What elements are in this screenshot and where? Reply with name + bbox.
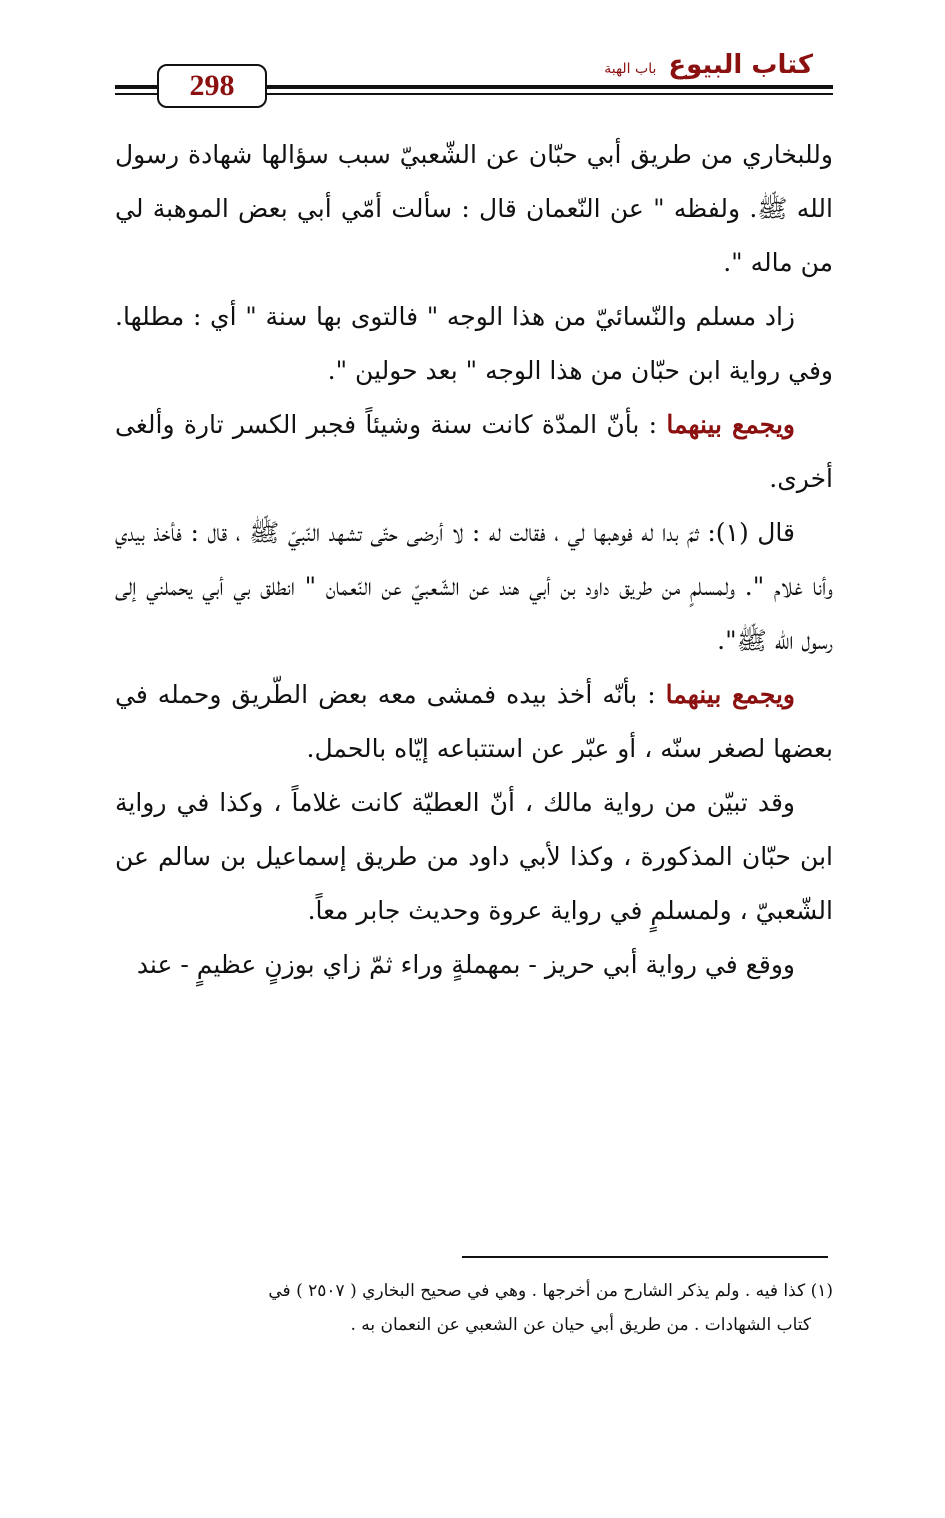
chapter-title: باب الهبة (604, 61, 657, 77)
header-titles (604, 50, 813, 80)
paragraph-3 (115, 398, 833, 506)
footnote (115, 1274, 833, 1342)
paragraph-5-text: : بأنّه أخذ بيده فمشى معه بعض الطّريق وحمله في بعضها لصغر سنّه ، أو عبّر عن استتباعه إيّاه بالحمل. (115, 680, 833, 763)
footnote-line-1: (١) كذا فيه . ولم يذكر الشارح من أخرجها . وهي في صحيح البخاري ( ٢٥٠٧ ) في (268, 1281, 833, 1301)
paragraph-1: وللبخاري من طريق أبي حبّان عن الشّعبيّ سبب سؤالها شهادة رسول الله ﷺ. ولفظه " عن النّعمان قال : سألت أمّي أبي بعض الموهبة لي من ماله ". (115, 140, 833, 277)
paragraph-3-text: : بأنّ المدّة كانت سنة وشيئاً فجبر الكسر تارة وألغى أخرى. (115, 410, 833, 493)
page-header (115, 52, 833, 112)
paragraph-3-label: ويجمع بينهما (666, 410, 795, 439)
paragraph-7: ووقع في رواية أبي حريز - بمهملةٍ وراء ثمّ زاي بوزنٍ عظيمٍ - عند (136, 950, 795, 979)
footnote-line-2: كتاب الشهادات . من طريق أبي حيان عن الشعبي عن النعمان به . (350, 1315, 811, 1335)
book-title: كتاب البيوع (668, 50, 813, 80)
paragraph-4: قال (١): ثمّ بدا له فوهبها لي ، فقالت له : لا أرضى حتّى تشهد النّبيّ ﷺ ، قال : فأخذ بيدي وأنا غلام ". ولمسلمٍ من طريق داود بن أبي هند عن الشّعبيّ عن النّعمان " انطلق بي أبي يحملني إلى رسول الله ﷺ". (115, 518, 833, 655)
paragraph-6: وقد تبيّن من رواية مالك ، أنّ العطيّة كانت غلاماً ، وكذا في رواية ابن حبّان المذكورة ، وكذا لأبي داود من طريق إسماعيل بن سالم عن الشّعبيّ ، ولمسلمٍ في رواية عروة وحديث جابر معاً. (115, 788, 833, 925)
paragraph-5 (115, 668, 833, 776)
page-number: 298 (157, 64, 267, 108)
main-text (115, 128, 833, 992)
paragraph-2: زاد مسلم والنّسائيّ من هذا الوجه " فالتوى بها سنة " أي : مطلها. وفي رواية ابن حبّان من هذا الوجه " بعد حولين ". (115, 302, 833, 385)
paragraph-5-label: ويجمع بينهما (665, 680, 795, 709)
footnote-separator (462, 1256, 828, 1258)
